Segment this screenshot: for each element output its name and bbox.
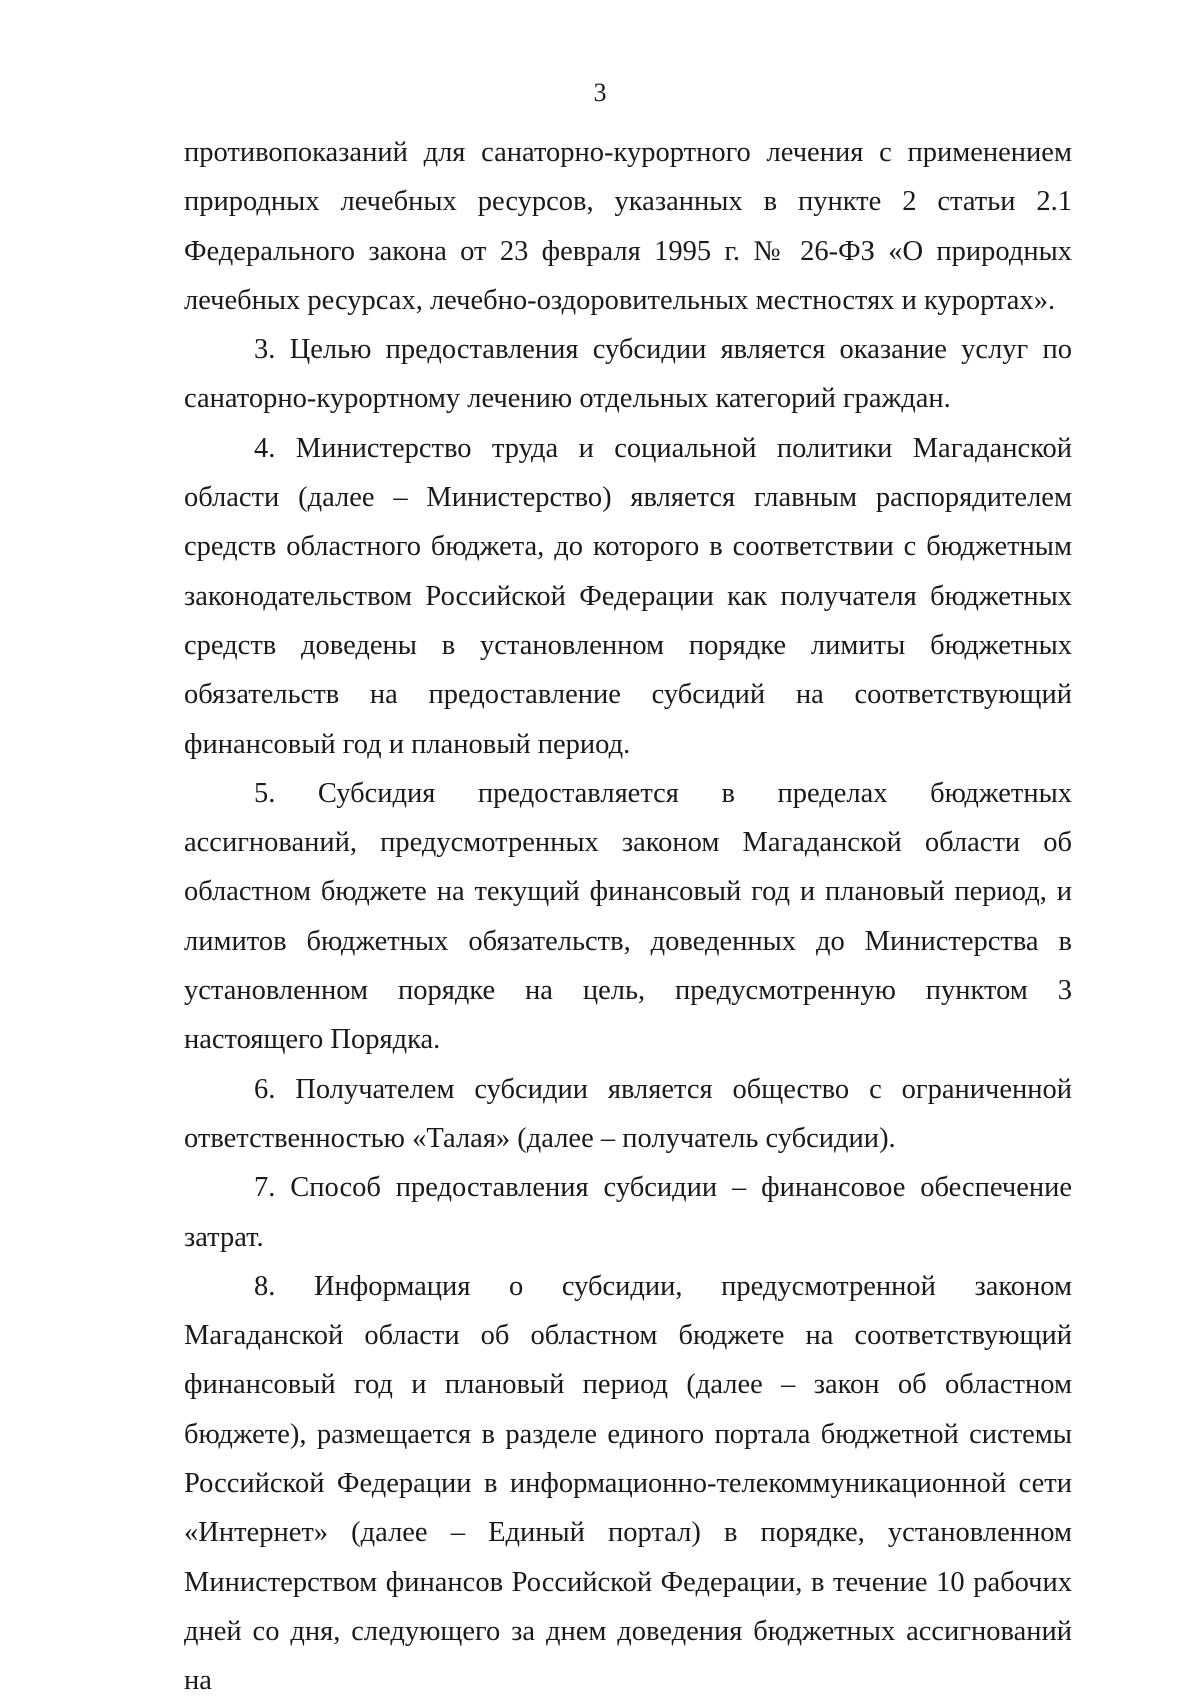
paragraph-continuation: противопоказаний для санаторно-курортного лечения с применением природных лечебных ресурсов, указанных в пункте 2 статьи 2.1 Федерального закона от 23 февраля 1995 г. № 26-ФЗ «О природных лечебных ресурсах, лечебно-оздоровительных местностях и курортах».: [184, 137, 1072, 316]
document-body: [184, 128, 1072, 1706]
paragraph-item-6: 6. Получателем субсидии является общество с ограниченной ответственностью «Талая» (далее – получатель субсидии).: [184, 1073, 1072, 1154]
page-number: 3: [593, 78, 607, 107]
paragraph-item-7: 7. Способ предоставления субсидии – финансовое обеспечение затрат.: [184, 1172, 1072, 1253]
paragraph-item-8: 8. Информация о субсидии, предусмотренной законом Магаданской области об областном бюджете на соответствующий финансовый год и плановый период (далее – закон об областном бюджете), размещается в разделе единого портала бюджетной системы Российской Федерации в информационно-телекоммуникационной сети «Интернет» (далее – Единый портал) в порядке, установленном Министерством финансов Российской Федерации, в течение 10 рабочих дней со дня, следующего за днем доведения бюджетных ассигнований на: [184, 1270, 1072, 1697]
paragraph-item-5: 5. Субсидия предоставляется в пределах бюджетных ассигнований, предусмотренных законом Магаданской области об областном бюджете на текущий финансовый год и плановый период, и лимитов бюджетных обязательств, доведенных до Министерства в установленном порядке на цель, предусмотренную пунктом 3 настоящего Порядка.: [184, 777, 1072, 1056]
paragraph-item-4: 4. Министерство труда и социальной политики Магаданской области (далее – Министерство) является главным распорядителем средств областного бюджета, до которого в соответствии с бюджетным законодательством Российской Федерации как получателя бюджетных средств доведены в установленном порядке лимиты бюджетных обязательств на предоставление субсидий на соответствующий финансовый год и плановый период.: [184, 432, 1072, 760]
paragraph-item-3: 3. Целью предоставления субсидии является оказание услуг по санаторно-курортному лечению отдельных категорий граждан.: [184, 334, 1072, 415]
